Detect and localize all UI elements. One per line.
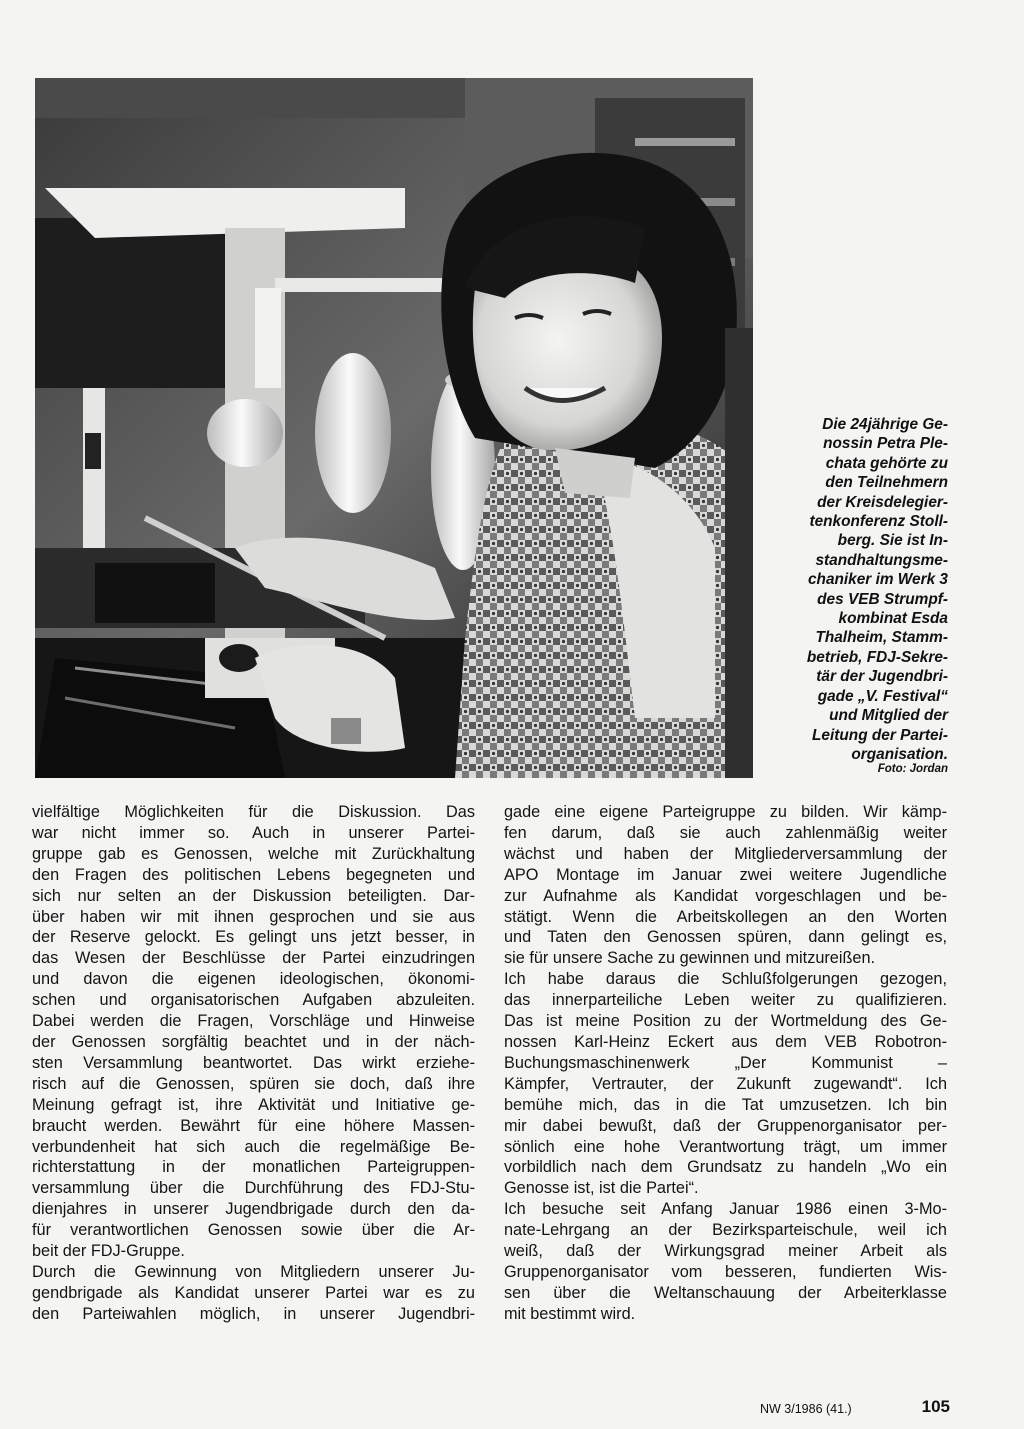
caption-line: des VEB Strumpf- [817, 590, 948, 608]
text-line: das innerparteiliche Leben weiter zu qualifizieren. [504, 991, 947, 1010]
text-line: beit der FDJ-Gruppe. [32, 1242, 185, 1261]
text-line: sen über die Weltanschauung der Arbeiterklasse [504, 1283, 947, 1302]
text-line: versammlung über die Durchführung des FDJ-Stu- [32, 1179, 475, 1198]
text-line: gruppe gab es Genossen, welche mit Zurückhaltung [32, 844, 475, 863]
caption-line: standhaltungsme- [815, 551, 948, 569]
caption-line: chaniker im Werk 3 [807, 571, 948, 589]
text-line: sten Versammlung beantwortet. Das wirkt erziehe- [32, 1053, 475, 1072]
caption-line: tenkonferenz Stoll- [809, 513, 948, 531]
text-line: über haben wir mit ihnen gesprochen und sie aus [32, 907, 475, 926]
text-line: Ich habe daraus die Schlußfolgerungen gezogen, [504, 970, 947, 989]
text-line: Genosse ist, ist die Partei“. [504, 1179, 699, 1198]
text-line: Durch die Gewinnung von Mitgliedern unserer Ju- [32, 1262, 475, 1281]
text-line: der Genossen sorgfältig beachtet und in der näch- [32, 1032, 475, 1051]
text-line: mit bestimmt wird. [504, 1304, 636, 1323]
caption-line: nossin Petra Ple- [823, 435, 948, 453]
text-line: und Taten den Genossen spüren, dann gelingt es, [504, 928, 947, 947]
text-line: sich nur selten an der Diskussion beteiligten. Dar- [32, 886, 475, 905]
text-line: Buchungsmaschinenwerk „Der Kommunist – [504, 1053, 947, 1072]
caption-line: tär der Jugendbri- [816, 668, 948, 686]
article-column-right [504, 802, 947, 1325]
text-line: gade eine eigene Parteigruppe zu bilden. Wir kämp- [504, 803, 947, 821]
text-line: Kämpfer, Vertrauter, der Zukunft zugewandt“. Ich [504, 1074, 947, 1093]
text-line: sönlich eine hohe Verantwortung trägt, um immer [504, 1137, 947, 1156]
text-line: den Fragen des politischen Lebens begegneten und [32, 865, 475, 884]
text-line: dienjahres in unserer Jugendbrigade durch den da- [32, 1200, 475, 1219]
text-line: stätigt. Wenn die Arbeitskollegen an den Worten [504, 907, 947, 926]
photo-credit: Foto: Jordan [877, 763, 948, 775]
caption-line: Leitung der Partei- [812, 726, 948, 744]
text-line: mir dabei bewußt, daß der Gruppenorganisator per- [504, 1116, 947, 1135]
text-line: schen und organisatorischen Aufgaben abzuleiten. [32, 991, 475, 1010]
text-line: vorbildlich nach dem Grundsatz zu handeln „Wo ein [504, 1158, 947, 1177]
text-line: bemühe mich, das in die Tat umzusetzen. Ich bin [504, 1095, 947, 1114]
text-line: Gruppenorganisator vom besseren, fundierten Wis- [504, 1262, 947, 1281]
text-line: Das ist meine Position zu der Wortmeldung des Ge- [504, 1012, 947, 1031]
photo-caption [762, 415, 948, 764]
text-line: vielfältige Möglichkeiten für die Diskussion. Das [32, 803, 475, 821]
text-line: Dabei werden die Fragen, Vorschläge und Hinweise [32, 1012, 475, 1031]
caption-line: Die 24jährige Ge- [822, 416, 948, 433]
text-line: APO Montage im Januar zwei weitere Jugendliche [504, 865, 947, 884]
text-line: Meinung gefragt ist, ihre Aktivität und Initiative ge- [32, 1095, 475, 1114]
text-line: und davon die eigenen ideologischen, ökonomi- [32, 970, 475, 989]
caption-line: betrieb, FDJ-Sekre- [806, 648, 948, 666]
article-column-left [32, 802, 475, 1325]
journal-reference: NW 3/1986 (41.) [760, 1402, 852, 1416]
text-line: fen darum, daß sie auch zahlenmäßig weiter [504, 823, 947, 842]
caption-line: und Mitglied der [829, 707, 948, 725]
text-line: nate-Lehrgang an der Bezirksparteischule, weil ich [504, 1221, 947, 1240]
text-line: war nicht immer so. Auch in unserer Partei- [32, 823, 475, 842]
text-line: verbundenheit hat sich auch die regelmäßige Be- [32, 1137, 475, 1156]
text-line: gendbrigade als Kandidat unserer Partei war es zu [32, 1283, 475, 1302]
caption-line: berg. Sie ist In- [837, 532, 948, 550]
caption-line: chata gehörte zu [825, 454, 948, 472]
text-line: zur Aufnahme als Kandidat vorgeschlagen und be- [504, 886, 947, 905]
caption-line: der Kreisdelegier- [817, 493, 948, 511]
text-line: richterstattung in der monatlichen Parteigruppen- [32, 1158, 475, 1177]
text-line: risch auf die Genossen, spüren sie doch, daß ihre [32, 1074, 475, 1093]
caption-line: organisation. [851, 745, 948, 763]
caption-line: kombinat Esda [838, 610, 948, 628]
text-line: wächst und haben der Mitgliederversammlung der [504, 844, 947, 863]
article-photo [35, 78, 753, 778]
text-line: das Wesen der Beschlüsse der Partei einzudringen [32, 949, 475, 968]
text-line: nossen Karl-Heinz Eckert aus dem VEB Robotron- [504, 1032, 947, 1051]
photo-illustration [35, 78, 753, 778]
caption-line: Thalheim, Stamm- [815, 629, 948, 647]
text-line: Ich besuche seit Anfang Januar 1986 einen 3-Mo- [504, 1200, 947, 1219]
page-number: 105 [921, 1397, 950, 1416]
text-line: den Parteiwahlen möglich, in unserer Jugendbri- [32, 1304, 475, 1323]
caption-line: den Teilnehmern [825, 474, 948, 492]
text-line: der Reserve gelockt. Es gelingt uns jetzt besser, in [32, 928, 475, 947]
text-line: weiß, daß der Wirkungsgrad meiner Arbeit als [504, 1242, 947, 1261]
text-line: für verantwortlichen Genossen sowie über die Ar- [32, 1221, 475, 1240]
text-line: sie für unsere Sache zu gewinnen und mitzureißen. [504, 949, 876, 968]
text-line: braucht werden. Bewährt für eine höhere Massen- [32, 1116, 475, 1135]
caption-line: gade „V. Festival“ [817, 687, 948, 705]
